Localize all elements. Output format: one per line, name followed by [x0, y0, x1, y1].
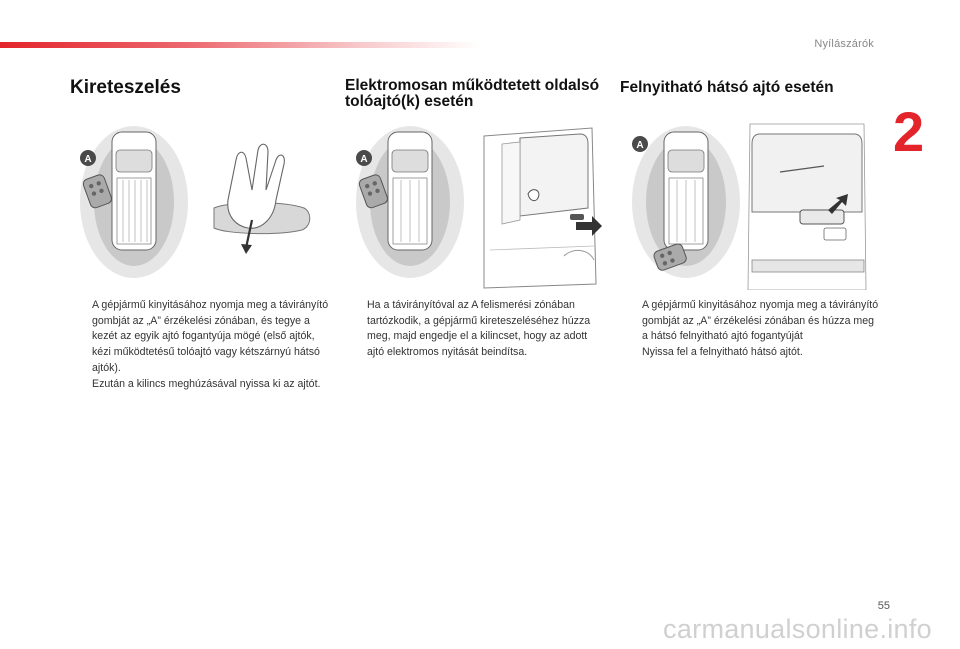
column-title: Elektromosan működtetett oldalsó tolóajtó(k) esetén [345, 77, 600, 110]
bullet-list-tailgate [620, 298, 882, 361]
van-top-view-icon [664, 132, 708, 250]
page-number: 55 [877, 600, 890, 612]
bullet-list-sliding-door [345, 298, 607, 361]
illustration-sliding-door [352, 120, 602, 290]
column-title: Kireteszelés [70, 77, 181, 98]
zone-a-label: A [84, 154, 92, 165]
list-item: A gépjármű kinyitásához nyomja meg a távirányító gombját az „A” érzékelési zónában, és tegye a kezét az egyik ajtó fogantyúja mögé (első ajtók, kézi működtetésű tolóajtó vagy kétszárnyú hátsó ajtók). [92, 299, 329, 374]
column-unlocking [70, 78, 340, 96]
watermark: carmanualsonline.info [663, 614, 932, 644]
column-title: Felnyitható hátsó ajtó esetén [620, 79, 834, 96]
zone-a-label: A [636, 140, 644, 151]
column-tailgate [620, 78, 890, 96]
list-item: Ezután a kilincs meghúzásával nyissa ki az ajtót. [92, 377, 321, 390]
section-title: Nyílászárók [814, 38, 874, 50]
illustration-unlocking [76, 120, 326, 280]
hand-on-door-handle-icon [214, 144, 310, 254]
list-item: Nyissa fel a felnyitható hátsó ajtót. [642, 346, 803, 359]
chapter-number: 2 [893, 100, 925, 163]
header-accent-bar [0, 42, 480, 48]
list-item: Ha a távirányítóval az A felismerési zónában tartózkodik, a gépjármű kireteszeléséhez húzza meg, majd engedje el a kilincset, hogy az adott ajtó elektromos nyitását beindítsa. [367, 299, 591, 359]
column-electric-sliding-door [345, 78, 615, 110]
zone-a-label: A [360, 154, 368, 165]
sliding-door-side-view-icon [484, 128, 602, 288]
bullet-list-unlocking [70, 298, 332, 392]
van-top-view-icon [388, 132, 432, 250]
van-top-view-icon [112, 132, 156, 250]
list-item: A gépjármű kinyitásához nyomja meg a távirányító gombját az „A” érzékelési zónában és húzza meg a hátsó felnyitható ajtó fogantyúját [642, 299, 879, 343]
illustration-tailgate [628, 120, 868, 290]
van-rear-view-icon [748, 124, 866, 290]
